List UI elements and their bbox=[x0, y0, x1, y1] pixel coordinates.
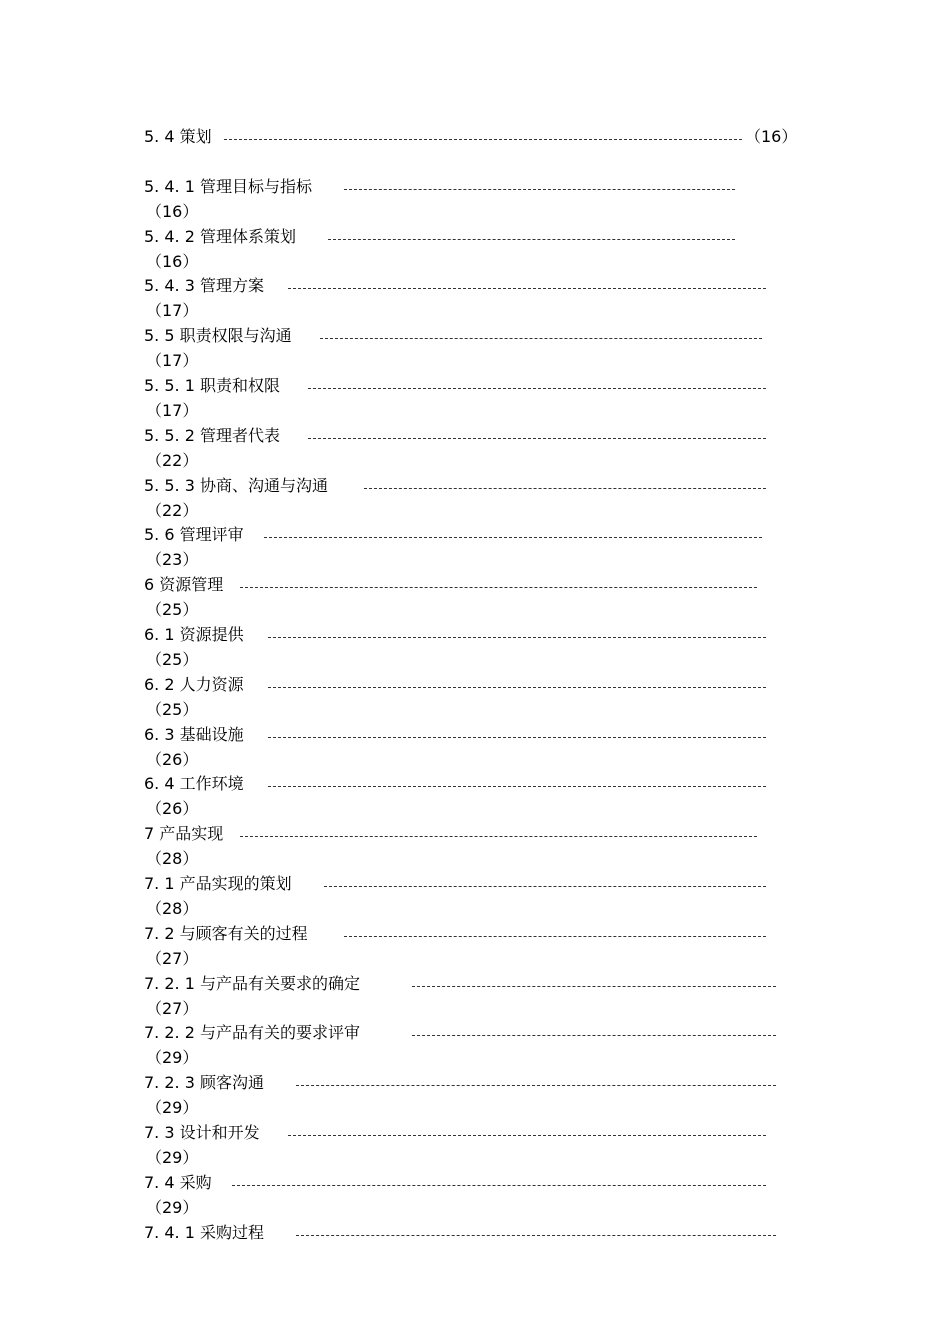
toc-entry-title: 7. 2 与顾客有关的过程 bbox=[144, 923, 308, 943]
toc-entry[interactable] bbox=[0, 127, 950, 177]
toc-leader bbox=[240, 587, 757, 588]
toc-entry[interactable] bbox=[0, 675, 950, 725]
toc-leader bbox=[268, 637, 766, 638]
toc-entry[interactable] bbox=[0, 874, 950, 924]
toc-leader bbox=[268, 786, 766, 787]
toc-entry[interactable] bbox=[0, 426, 950, 476]
toc-entry-title: 5. 4. 3 管理方案 bbox=[144, 276, 264, 296]
toc-entry[interactable] bbox=[0, 824, 950, 874]
toc-leader bbox=[308, 438, 766, 439]
toc-entry-title: 6. 2 人力资源 bbox=[144, 674, 244, 694]
toc-leader bbox=[344, 189, 735, 190]
toc-entry-page: （29） bbox=[146, 1048, 199, 1068]
toc-leader bbox=[264, 537, 762, 538]
toc-entry-title: 7. 2. 1 与产品有关要求的确定 bbox=[144, 973, 360, 993]
toc-leader bbox=[328, 239, 735, 240]
toc-leader bbox=[364, 488, 766, 489]
toc-entry-page: （29） bbox=[146, 1098, 199, 1118]
toc-entry[interactable] bbox=[0, 1223, 950, 1273]
toc-entry[interactable] bbox=[0, 276, 950, 326]
toc-entry-page: （27） bbox=[146, 998, 199, 1018]
toc-entry-page: （16） bbox=[146, 251, 199, 271]
toc-entry-title: 7. 2. 2 与产品有关的要求评审 bbox=[144, 1023, 360, 1043]
toc-entry-page: （22） bbox=[146, 500, 199, 520]
toc-entry-title: 7 产品实现 bbox=[144, 824, 224, 844]
toc-entry-page: （25） bbox=[146, 650, 199, 669]
toc-leader bbox=[320, 338, 762, 339]
toc-entry-title: 7. 4. 1 采购过程 bbox=[144, 1222, 264, 1242]
toc-entry[interactable] bbox=[0, 774, 950, 824]
toc-leader bbox=[232, 1185, 766, 1186]
toc-leader bbox=[412, 986, 776, 987]
toc-entry-page: （26） bbox=[146, 749, 199, 769]
toc-entry-page: （28） bbox=[146, 899, 199, 918]
toc-entry-page: （17） bbox=[146, 401, 199, 420]
toc-entry[interactable] bbox=[0, 177, 950, 227]
toc-entry-title: 5. 6 管理评审 bbox=[144, 525, 244, 545]
toc-leader bbox=[268, 687, 766, 688]
toc-entry-title: 6 资源管理 bbox=[144, 575, 224, 595]
toc-entry[interactable] bbox=[0, 625, 950, 675]
toc-entry-page: （22） bbox=[146, 450, 199, 470]
toc-entry[interactable] bbox=[0, 376, 950, 426]
toc-entry-title: 6. 1 资源提供 bbox=[144, 625, 244, 644]
toc-entry-page: （25） bbox=[146, 600, 199, 620]
toc-entry[interactable] bbox=[0, 476, 950, 526]
toc-entry-page: （17） bbox=[146, 351, 199, 371]
toc-entry[interactable] bbox=[0, 924, 950, 974]
toc-entry-title: 5. 5. 3 协商、沟通与沟通 bbox=[144, 475, 328, 495]
toc-entry-title: 6. 4 工作环境 bbox=[144, 774, 244, 794]
toc-entry[interactable] bbox=[0, 227, 950, 277]
toc-leader bbox=[268, 737, 766, 738]
toc-entry-title: 5. 4 策划 bbox=[144, 127, 212, 146]
toc-entry-title: 5. 5. 1 职责和权限 bbox=[144, 376, 280, 395]
toc-leader bbox=[412, 1035, 776, 1036]
toc-entry[interactable] bbox=[0, 1073, 950, 1123]
toc-entry-title: 6. 3 基础设施 bbox=[144, 724, 244, 744]
toc-leader bbox=[308, 388, 766, 389]
toc-entry-page: （16） bbox=[745, 127, 798, 146]
toc-entry[interactable] bbox=[0, 1023, 950, 1073]
toc-entry-page: （29） bbox=[146, 1148, 199, 1167]
toc-entry-title: 5. 5 职责权限与沟通 bbox=[144, 326, 292, 346]
toc-leader bbox=[240, 836, 757, 837]
toc-entry-title: 5. 5. 2 管理者代表 bbox=[144, 425, 280, 445]
toc-entry[interactable] bbox=[0, 725, 950, 775]
toc-entry-page: （16） bbox=[146, 201, 199, 221]
toc-entry-title: 5. 4. 2 管理体系策划 bbox=[144, 226, 296, 246]
toc-entry-title: 7. 4 采购 bbox=[144, 1172, 212, 1192]
toc-entry-page: （23） bbox=[146, 550, 199, 570]
toc-entry-page: （26） bbox=[146, 799, 199, 819]
toc-leader bbox=[296, 1235, 776, 1236]
toc-entry[interactable] bbox=[0, 525, 950, 575]
toc-entry[interactable] bbox=[0, 326, 950, 376]
toc-leader bbox=[288, 1135, 766, 1136]
toc-entry-page: （25） bbox=[146, 699, 199, 719]
toc-entry[interactable] bbox=[0, 575, 950, 625]
toc-entry-page: （17） bbox=[146, 301, 199, 321]
toc-leader bbox=[224, 139, 742, 140]
toc-entry-title: 7. 2. 3 顾客沟通 bbox=[144, 1073, 264, 1093]
toc-entry[interactable] bbox=[0, 1173, 950, 1223]
toc-leader bbox=[288, 288, 766, 289]
toc-entry-page: （28） bbox=[146, 849, 199, 869]
toc-entry-title: 7. 3 设计和开发 bbox=[144, 1123, 260, 1142]
toc-entry-title: 7. 1 产品实现的策划 bbox=[144, 874, 292, 893]
toc-leader bbox=[296, 1085, 776, 1086]
toc-entry-page: （27） bbox=[146, 948, 199, 968]
toc-leader bbox=[324, 886, 766, 887]
toc-entry[interactable] bbox=[0, 1123, 950, 1173]
toc-entry-title: 5. 4. 1 管理目标与指标 bbox=[144, 176, 312, 196]
toc-entry[interactable] bbox=[0, 974, 950, 1024]
toc-leader bbox=[344, 936, 766, 937]
toc-entry-page: （29） bbox=[146, 1197, 199, 1217]
